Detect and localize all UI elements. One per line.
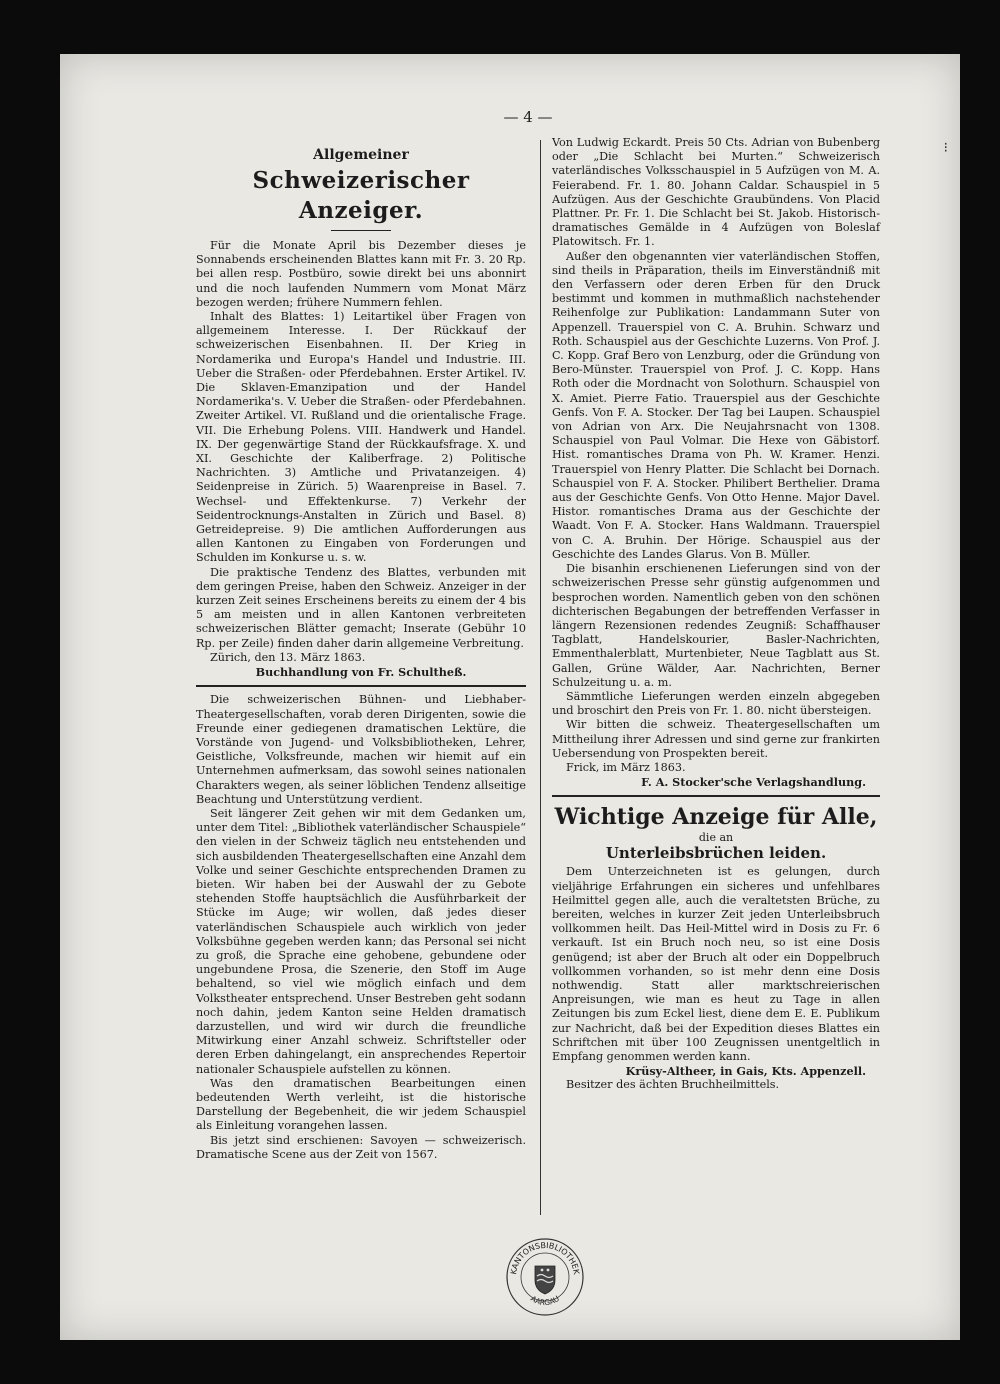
- section-rule: [196, 685, 526, 687]
- ad-signature-note: Besitzer des ächten Bruchheilmittels.: [566, 1078, 780, 1092]
- corner-mark: ⁝: [943, 140, 948, 156]
- left-column: [196, 140, 526, 1162]
- masthead-rule: [331, 230, 391, 231]
- ad-signature: Krüsy-Altheer, in Gais, Kts. Appenzell.: [625, 1064, 866, 1079]
- theatre-intro-paragraph: Die schweizerischen Bühnen- und Liebhaber-Theatergesellschaften, vorab deren Dirigenten, sowie die Freunde einer gediegenen dramatischen Lektüre, die Vorstände von Jugend- und Volksbibliotheken, Lehrer, Geistliche, Volksfreunde, machen wir hiemit auf ein Unternehmen aufmerksam, das sowohl seines nationalen Charakters wegen, als seiner löblichen Tendenz allseitige Beachtung und Unterstützung verdient.: [196, 693, 526, 806]
- date-zurich: Zürich, den 13. März 1863.: [210, 650, 366, 664]
- ad-rule: [552, 795, 880, 797]
- theatre-plan-paragraph: Seit längerer Zeit gehen wir mit dem Gedanken um, unter dem Titel: „Bibliothek vaterländischer Schauspiele“ den vielen in der Schweiz täglich neu entstehenden und sich ausbildenden Theatergesellschaften eine Anzahl dem Volke und seiner Geschichte entsprechenden Dramen zu bieten. Wir haben bei der Auswahl der zu Gebote stehenden Stoffe hauptsächlich die Ausführbarkeit der Stücke im Auge; wir wollen, daß jedes dieser vaterländischen Schauspiele auch wirklich von jeder Volksbühne gegeben werden kann; das Personal sei nicht zu groß, die Sprache eine gehobene, gebundene oder ungebundene Prosa, die Szenerie, den Stoff im Auge behaltend, so viel wie möglich einfach und dem Volkstheater entsprechend. Unser Bestreben geht sodann noch dahin, jedem Kanton seine Helden dramatisch darzustellen, und wird wir durch die freundliche Mitwirkung einer Anzahl schweiz. Schriftsteller oder deren Erben dahingelangt, ein ansprechendes Repertoir nationaler Schauspiele aufstellen zu können.: [196, 806, 526, 1076]
- ad-body-paragraph: Dem Unterzeichneten ist es gelungen, durch vieljährige Erfahrungen ein sicheres und unfehlbares Heilmittel gegen alle, auch die veraltetsten Brüche, zu bereiten, welches in kurzer Zeit jeden Unterleibsbruch vollkommen heilt. Das Heil-Mittel wird in Dosis zu Fr. 6 verkauft. Ist ein Bruch noch neu, so ist eine Dosis genügend; ist aber der Bruch alt oder ein Doppelbruch vollkommen vorhanden, so ist mehr denn eine Dosis nothwendig. Statt aller marktschreierischen Anpreisungen, wie man es heut zu Tage in allen Zeitungen bis zum Eckel liest, diene dem E. E. Publikum zur Nachricht, daß bei der Expedition dieses Blattes ein Schriftchen mit über 100 Zeugnissen unentgeltlich in Empfang genommen werden kann.: [552, 865, 880, 1063]
- signature-stocker: F. A. Stocker'sche Verlagshandlung.: [641, 775, 866, 790]
- press-paragraph: Die bisanhin erschienenen Lieferungen sind von der schweizerischen Presse sehr günstig aufgenommen und besprochen worden. Namentlich geben von den schönen dichterischen Begabungen der betreffenden Verfasser in längern Rezensionen redendes Zeugniß: Schaffhauser Tagblatt, Handelskourier, Basler-Nachrichten, Emmenthalerblatt, Murtenbieter, Neue Tagblatt aus St. Gallen, Grüne Wälder, Aar. Nachrichten, Berner Schulzeitung u. a. m.: [552, 562, 880, 689]
- svg-text:AARGAU: [529, 1294, 561, 1307]
- upcoming-list-paragraph: Außer den obgenannten vier vaterländischen Stoffen, sind theils in Präparation, theils im Einverständniß mit den Verfassern oder deren Erben für den Druck bestimmt und kommen in muthmaßlich nachstehender Reihenfolge zur Publikation: Landammann Suter von Appenzell. Trauerspiel von C. A. Bruhin. Schwarz und Roth. Schauspiel aus der Geschichte Luzerns. Von Prof. J. C. Kopp. Graf Bero von Lenzburg, oder die Gründung von Bero-Münster. Trauerspiel von Prof. J. C. Kopp. Hans Roth oder die Mordnacht von Solothurn. Schauspiel von X. Amiet. Pierre Fatio. Trauerspiel aus der Geschichte Genfs. Von F. A. Stocker. Der Tag bei Laupen. Schauspiel von Adrian von Arx. Die Neujahrsnacht von 1308. Schauspiel von Paul Volmar. Die Hexe von Gäbistorf. Hist. romantisches Drama von Ph. W. Kramer. Henzi. Trauerspiel von Henry Platter. Die Schlacht bei Dornach. Schauspiel von F. A. Stocker. Philibert Berthelier. Drama aus der Geschichte Genfs. Von Otto Henne. Major Davel. Histor. romantisches Drama aus der Geschichte der Waadt. Von F. A. Stocker. Hans Waldmann. Trauerspiel von C. A. Bruhin. Der Hörige. Schauspiel aus der Geschichte des Landes Glarus. Von B. Müller.: [552, 249, 880, 561]
- theatre-value-paragraph: Was den dramatischen Bearbeitungen einen bedeutenden Werth verleiht, ist die historische Darstellung der Begebenheit, die wir jedem Schauspiel als Einleitung vorangehen lassen.: [196, 1076, 526, 1133]
- stamp-text-bottom: AARGAU: [528, 1293, 562, 1308]
- contents-paragraph: Inhalt des Blattes: 1) Leitartikel über Fragen von allgemeinem Interesse. I. Der Rückkauf der schweizerischen Eisenbahnen. II. Der Krieg in Nordamerika und Europa's Handel und Industrie. III. Ueber die Straßen- oder Pferdebahnen. Erster Artikel. IV. Die Sklaven-Emanzipation und der Handel Nordamerika's. V. Ueber die Straßen- oder Pferdebahnen. Zweiter Artikel. VI. Rußland und die orientalische Frage. VII. Die Erhebung Polens. VIII. Handwerk und Handel. IX. Der gegenwärtige Stand der Rückkaufsfrage. X. und XI. Geschichte der Kaliberfrage. 2) Politische Nachrichten. 3) Amtliche und Privatanzeigen. 4) Seidenpreise in Zürich. 5) Waarenpreise in Basel. 7. Wechsel- und Effektenkurse. 7) Verkehr der Seidentrocknungs-Anstalten in Zürich und Basel. 8) Getreidepreise. 9) Die amtlichen Aufforderungen aus allen Kantonen zu Eingaben von Forderungen und Schulden im Konkurse u. s. w.: [196, 310, 526, 565]
- stamp-text-top: KANTONSBIBLIOTHEK: [509, 1240, 581, 1276]
- ad-subtitle-small: die an: [698, 831, 734, 845]
- subscription-paragraph: Für die Monate April bis Dezember dieses je Sonnabends erscheinenden Blattes kann mit Fr. 3. 20 Rp. bei allen resp. Postbüro, sowie direkt bei uns abonnirt und die noch laufenden Nummern vom Monat März bezogen werden; frühere Nummern fehlen.: [196, 239, 526, 309]
- date-frick: Frick, im März 1863.: [566, 760, 686, 774]
- price-paragraph: Sämmtliche Lieferungen werden einzeln abgegeben und broschirt den Preis von Fr. 1. 80. nicht übersteigen.: [552, 689, 880, 718]
- masthead-title: Schweizerischer Anzeiger.: [252, 167, 470, 224]
- published-list-paragraph: Von Ludwig Eckardt. Preis 50 Cts. Adrian von Bubenberg oder „Die Schlacht bei Murten.“ Schweizerisch vaterländisches Volksschauspiel in 5 Aufzügen von M. A. Feierabend. Fr. 1. 80. Johann Caldar. Schauspiel in 5 Aufzügen. Aus der Geschichte Graubündens. Von Placid Plattner. Pr. Fr. 1. Die Schlacht bei St. Jakob. Historisch-dramatisches Gemälde in 4 Aufzügen von Boleslaf Platowitsch. Fr. 1.: [552, 136, 880, 249]
- masthead-line1: Allgemeiner: [313, 147, 409, 163]
- ad-title: Wichtige Anzeige für Alle,: [554, 804, 878, 831]
- tendency-paragraph: Die praktische Tendenz des Blattes, verbunden mit dem geringen Preise, haben den Schweiz. Anzeiger in der kurzen Zeit seines Erscheinens bereits zu einem der 4 bis 5 am meisten und in allen Kantonen verbreiteten schweizerischen Blätter gemacht; Inserate (Gebühr 10 Rp. per Zeile) finden daher darin allgemeine Verbreitung.: [196, 565, 526, 650]
- page-number: — 4 —: [503, 108, 553, 126]
- coat-of-arms-icon: [535, 1266, 555, 1294]
- right-column: [552, 136, 880, 1093]
- request-paragraph: Wir bitten die schweiz. Theatergesellschaften um Mittheilung ihrer Adressen und sind gerne zur frankirten Uebersendung von Prospekten bereit.: [552, 718, 880, 760]
- published-paragraph: Bis jetzt sind erschienen: Savoyen — schweizerisch. Dramatische Scene aus der Zeit von 1567.: [196, 1133, 526, 1161]
- library-stamp: [504, 1236, 586, 1318]
- signature-schulthess: Buchhandlung von Fr. Schultheß.: [255, 665, 467, 680]
- ad-subtitle: Unterleibsbrüchen leiden.: [605, 844, 827, 863]
- column-divider: [540, 140, 541, 1215]
